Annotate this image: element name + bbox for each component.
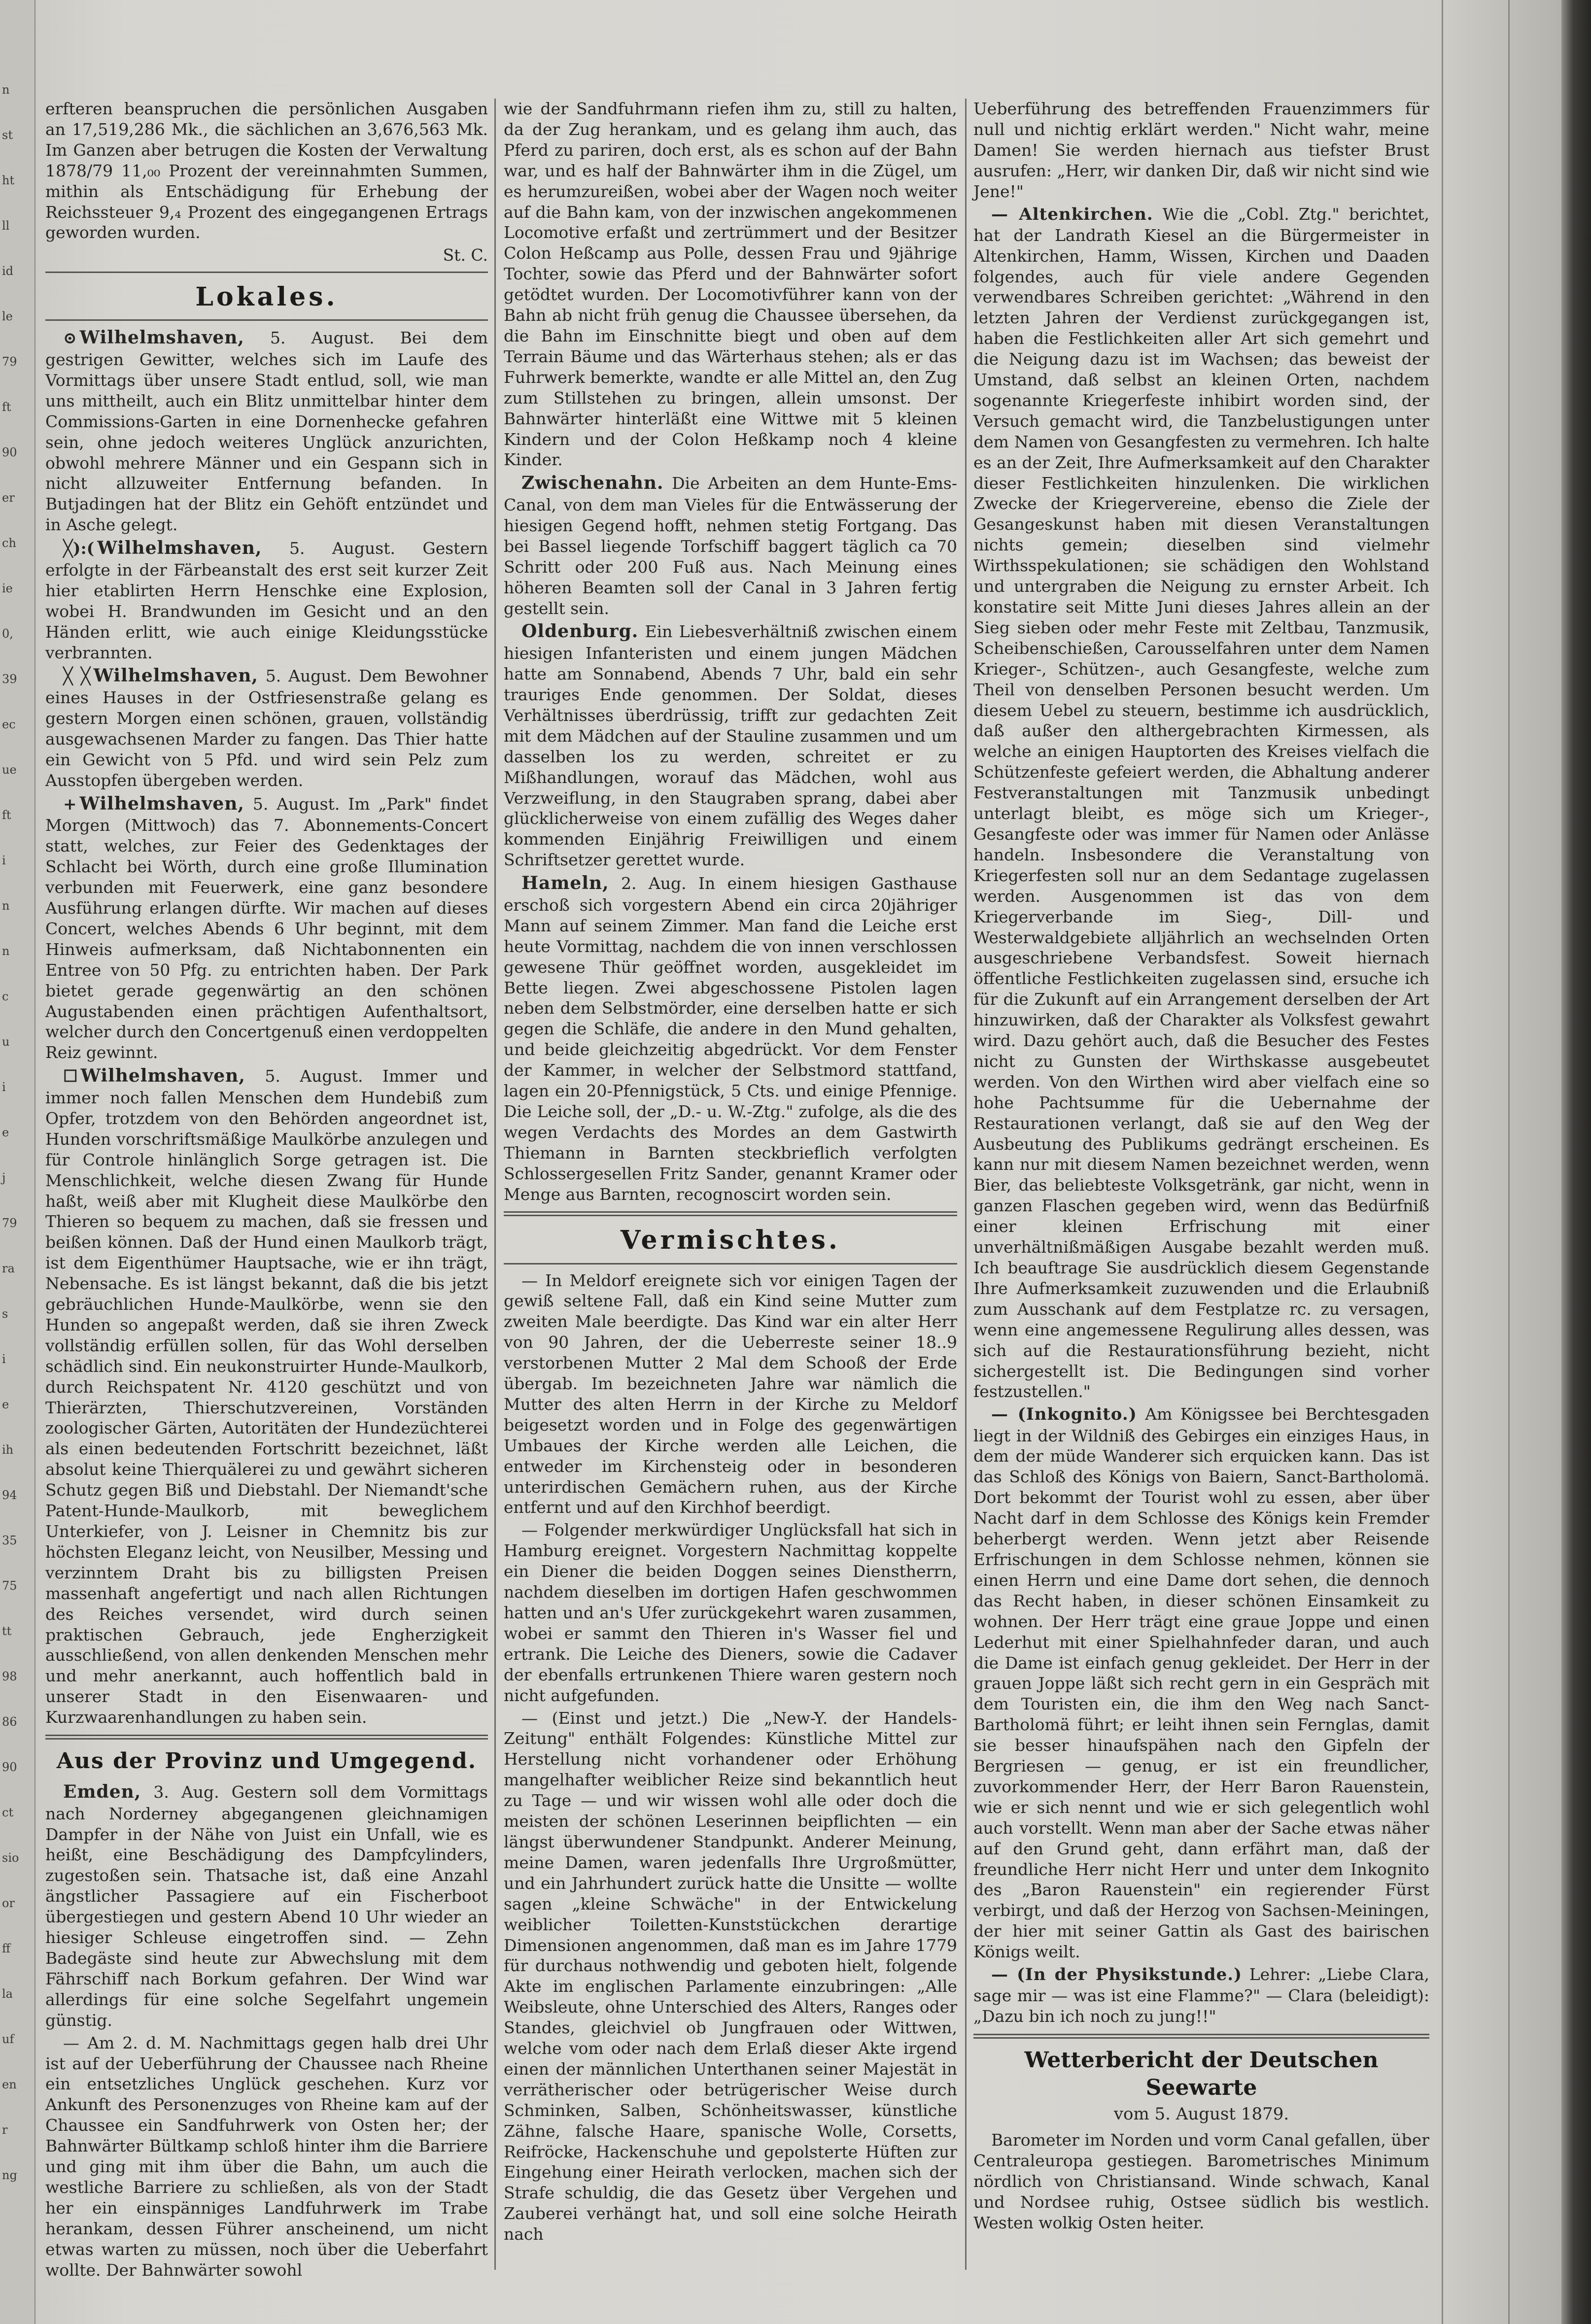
- article-text: 5. August. Gestern erfolgte in der Färbeanstalt des erst seit kurzer Zeit hier etablirten Herrn Henschke eine Explosion, wobei H. Brandwunden im Gesicht und an den Händen erlitt, wie auch einige Kleidungsstücke verbrannten.: [45, 539, 488, 662]
- article-emden: [45, 1781, 488, 2031]
- margin-fragment: n: [2, 944, 10, 958]
- margin-fragment: 86: [2, 1715, 17, 1729]
- article-text: 5. August. Im „Park" findet Morgen (Mittwoch) das 7. Abonnements-Concert statt, welches, zur Feier des Gedenktages der Schlacht bei Wörth, durch eine große Illumination verbunden mit Feuerwerk, eine ganz besondere Ausführung erlangen dürfte. Wir machen auf dieses Concert, welches Abends 6 Uhr beginnt, mit dem Hinweis aufmerksam, daß Nichtabonnenten ein Entree von 50 Pfg. zu entrichten haben. Der Park bietet gerade gegenwärtig an den schönen Augustabenden einen prächtigen Aufenthaltsort, welcher durch den Concertgenuß einen verdoppelten Reiz gewinnt.: [45, 794, 488, 1062]
- margin-fragment: ch: [2, 536, 16, 550]
- article-place: — (Inkognito.): [991, 1404, 1137, 1425]
- provinz-heading: Aus der Provinz und Umgegend.: [56, 1748, 477, 1774]
- margin-fragment: la: [2, 1987, 13, 2001]
- margin-fragment: ll: [2, 219, 10, 233]
- lokales-article: [45, 327, 488, 535]
- divider: [504, 1263, 957, 1265]
- intro-signature: St. C.: [443, 245, 488, 265]
- margin-fragment: i: [2, 1352, 6, 1366]
- margin-fragment: ng: [2, 2168, 17, 2182]
- article-place: Wilhelmshaven,: [97, 538, 262, 559]
- article-marker: +: [63, 794, 77, 814]
- margin-fragment: ue: [2, 763, 17, 777]
- continued-text: wie der Sandfuhrmann riefen ihm zu, still zu halten, da der Zug herankam, und es gelang ihm auch, das Pferd zu pariren, doch erst, als es schon auf der Bahn war, und es half der Bahnwärter ihm in die Zügel, um es herumzureißen, wobei aber der Wagen noch weiter auf die Bahn kam, von der inzwischen angekommenen Locomotive erfaßt und zertrümmert und der Besitzer Colon Heßcamp aus Polle, dessen Frau und 9jährige Tochter, sowie das Pferd und der Bahnwärter sofort getödtet wurden. Der Locomotivführer kann von der Bahn ab nicht früh genug die Chaussee übersehen, da die Bahn im Einschnitte biegt und oben auf dem Terrain Bäume und das Wärterhaus stehen; als er das Fuhrwerk bemerkte, wandte er alle Mittel an, den Zug zum Stillstehen zu bringen, allein umsonst. Der Bahnwärter hinterläßt eine Wittwe mit 5 kleinen Kindern und der Colon Heßkamp noch 4 kleine Kinder.: [504, 99, 957, 470]
- column-3: [973, 99, 1429, 2270]
- article-text: Am Königssee bei Berchtesgaden liegt in der Wildniß des Gebirges ein einziges Haus, in dem der müde Wanderer sich erquicken kann. Das ist das Schloß des Königs von Baiern, Sanct-Bartholomä. Dort bekommt der Tourist wohl zu essen, aber über Nacht darf in dem Schlosse des Königs kein Fremder beherbergt werden. Wenn jetzt aber Reisende Erfrischungen in dem Schlosse nehmen, können sie einen Herrn und eine Dame dort sehen, die dennoch das Recht haben, in dieser schönen Einsamkeit zu wohnen. Der Herr trägt eine graue Joppe und einen Lederhut mit einer Spielhahnfeder daran, und auch die Dame ist einfach genug gekleidet. Der Herr in der grauen Joppe läßt sich recht gern in ein Gespräch mit dem Touristen ein, die ihm den Weg nach Sanct-Bartholomä führt; er leiht ihnen sein Fernglas, damit sie besser hinaufspähen nach den Gipfeln der Bergriesen — genug, er ist ein freundlicher, zuvorkommender Herr, der Herr Baron Rauenstein, wie er sich nennt und wie er sich gelegentlich wohl auch vorstellt. Wenn man aber der Sache etwas näher auf den Grund geht, dann erfährt man, daß der freundliche Herr nicht Herr und unter dem Inkognito des „Baron Rauenstein" ein regierender Fürst verbirgt, und daß der Herzog von Sachsen-Meiningen, der hier mit seiner Gattin als Gast des bairischen Königs weilt.: [973, 1404, 1429, 1962]
- article-einst-und-jetzt: — (Einst und jetzt.) Die „New-Y. der Handels-Zeitung" enthält Folgendes: Künstliche Mittel zur Herstellung nicht vorhandener oder Erhöhung mangelhafter weiblicher Reize sind bekanntlich heut zu Tage — und wir wissen wohl alle oder doch die meisten der schönen Leserinnen beipflichten — ein längst überwundener Standpunkt. Anderer Meinung, meine Damen, waren jedenfalls Ihre Urgroßmütter, und ein Jahrhundert zurück hatte die Unsitte — wollte sagen „kleine Schwäche" in der Entwickelung weiblicher Toiletten-Kunststückchen derartige Dimensionen angenommen, daß man es im Jahre 1779 für durchaus nothwendig und geboten hielt, folgende Akte im englischen Parlamente einzubringen: „Alle Weibsleute, ohne Unterschied des Alters, Ranges oder Standes, gleichviel ob Jungfrauen oder Wittwen, welche vom oder nach dem Erlaß dieser Akte irgend einen der männlichen Unterthanen seiner Majestät in verrätherischer oder betrügerischer Weise durch Schminken, Salben, Schönheitswasser, künstliche Zähne, falsche Haare, spanische Wolle, Corsetts, Reifröcke, Hackenschuhe und gepolsterte Hüften zur Eingehung einer Heirath verlocken, machen sich der Strafe schuldig, die das Gesetz über Vergehen und Zauberei verhängt hat, und soll eine solche Heirath nach: [504, 1708, 957, 2244]
- margin-fragment: ft: [2, 400, 11, 414]
- margin-fragment: id: [2, 264, 14, 278]
- article-marker: ╳ ╳: [63, 666, 91, 686]
- article-text: Die Arbeiten an dem Hunte-Ems-Canal, von dem man Vieles für die Entwässerung der hiesigen Gegend hofft, nehmen stetig Fortgang. Das bei Bassel liegende Torfschiff baggert täglich ca 70 Schritt oder 200 Fuß aus. Nach Meinung eines höheren Beamten soll der Canal in 3 Jahren fertig gestellt sein.: [504, 474, 957, 618]
- margin-fragment: n: [2, 899, 10, 913]
- article-emden-2: — Am 2. d. M. Nachmittags gegen halb drei Uhr ist auf der Ueberführung der Chaussee nach Rheine ein entsetzliches Unglück geschehen. Kurz vor Ankunft des Personenzuges von Rheine kam auf der Chaussee ein Sandfuhrwerk von Osten her; der Bahnwärter Bültkamp schloß hinter ihm die Barriere und ging mit ihm über die Bahn, um auch die westliche Barriere zu schließen, als von der Stadt her ein einspänniges Landfuhrwerk im Trabe herankam, dessen Führer anscheinend, um nicht etwas warten zu müssen, noch über die Ueberfahrt wollte. Der Bahnwärter sowohl: [45, 2033, 488, 2280]
- article-place: Wilhelmshaven,: [80, 1065, 245, 1087]
- article-marker: ╳):(: [63, 539, 95, 558]
- margin-fragment: n: [2, 83, 10, 97]
- article-physikstunde: [973, 1964, 1429, 2027]
- margin-fragment: ct: [2, 1806, 14, 1819]
- lokales-heading: Lokales.: [195, 282, 338, 312]
- margin-fragment: ie: [2, 581, 13, 595]
- article-place: — Altenkirchen.: [991, 204, 1153, 224]
- article-oldenburg: [504, 620, 957, 870]
- continued-text: Ueberführung des betreffenden Frauenzimmers für null und nichtig erklärt werden." Nicht wahr, meine Damen! Sie werden hiernach aus tiefster Brust ausrufen: „Herr, wir danken Dir, daß wir nicht sind wie Jene!": [973, 99, 1429, 201]
- margin-fragment: or: [2, 1896, 15, 1910]
- article-text: 3. Aug. Gestern soll dem Vormittags nach Norderney abgegangenen gleichnamigen Dampfer in der Nähe von Juist ein Unfall, wie es heißt, eine Beschädigung des Dampfcylinders, zugestoßen sein. Thatsache ist, daß eine Anzahl ängstlicher Passagiere auf ein Fischerboot übergestiegen und gestern Abend 10 Uhr wieder an hiesiger Schleuse eingetroffen sind. — Zehn Badegäste sind heute zur Abwechslung mit dem Fährschiff nach Borkum gefahren. Der Wind war allerdings für eine solche Segelfahrt ungemein günstig.: [45, 1782, 488, 2030]
- margin-fragment: 79: [2, 1216, 17, 1230]
- page-edge: [1508, 0, 1510, 2324]
- weather-report-title: Wetterbericht der Deutschen Seewarte: [1024, 2048, 1379, 2100]
- lokales-article: [45, 665, 488, 790]
- margin-fragment: c: [2, 990, 9, 1003]
- article-marker: ⊙: [63, 328, 77, 348]
- article-marker: ☐: [63, 1066, 78, 1086]
- article-place: Emden,: [63, 1781, 141, 1802]
- margin-fragment: e: [2, 1398, 9, 1411]
- weather-report-date: vom 5. August 1879.: [1113, 2104, 1289, 2124]
- divider: [973, 2034, 1429, 2039]
- article-place: Hameln,: [521, 873, 609, 894]
- vermischtes-heading: Vermischtes.: [620, 1225, 841, 1256]
- article-text: 2. Aug. In einem hiesigen Gasthause erschoß sich vorgestern Abend ein circa 20jähriger Mann auf seinem Zimmer. Man fand die Leiche erst heute Vormittag, nachdem die von innen verschlossen gewesene Thür geöffnet worden, ausgekleidet im Bette liegen. Zwei abgeschossene Pistolen lagen neben dem Selbstmörder, eine derselben hatte er sich gegen die Schläfe, die andere in den Mund gehalten, und beide gleichzeitig abgedrückt. Vor dem Fenster der Kammer, in welcher der Selbstmord stattfand, lagen ein 20-Pfennigstück, 5 Cts. und einige Pfennige. Die Leiche soll, der „D.- u. W.-Ztg." zufolge, als die des wegen Verdachts des Mordes an dem Gastwirth Thiemann in Barnten steckbrieflich verfolgten Schlossergesellen Fritz Sander, genannt Kramer oder Menge aus Barnten, recognoscirt worden sein.: [504, 874, 957, 1204]
- margin-fragment: 90: [2, 445, 17, 459]
- margin-fragment: e: [2, 1126, 9, 1139]
- article-inkognito: [973, 1404, 1429, 1962]
- margin-fragment: 35: [2, 1534, 17, 1547]
- margin-fragment: 94: [2, 1488, 17, 1502]
- margin-fragment: ht: [2, 173, 15, 187]
- margin-fragment: j: [2, 1171, 6, 1185]
- article-altenkirchen: [973, 204, 1429, 1402]
- article-place: Oldenburg.: [521, 621, 639, 642]
- margin-fragment: i: [2, 854, 6, 867]
- divider: [504, 1211, 957, 1216]
- margin-fragment: 79: [2, 355, 17, 369]
- article-text: Ein Liebesverhältniß zwischen einem hiesigen Infanteristen und einem jungen Mädchen hatte am Sonnabend, Abends 7 Uhr, bald ein sehr trauriges Ende genommen. Der Soldat, dieses Verhältnisses überdrüssig, trifft zur gedachten Zeit mit dem Mädchen auf der Stauline zusammen und um dasselben los zu werden, schreitet er zu Mißhandlungen, worauf das Mädchen, wohl aus Verzweiflung, in den Staugraben sprang, dabei aber glücklicherweise von einem zufällig des Weges daher kommenden Einjährig Freiwilligen und einem Schriftsetzer gerettet wurde.: [504, 622, 957, 870]
- lokales-items: [45, 327, 488, 1728]
- article-hameln: [504, 872, 957, 1204]
- article-place: — (In der Physikstunde.): [991, 1965, 1243, 1985]
- margin-fragment: 0,: [2, 627, 13, 641]
- article-place: Zwischenahn.: [521, 473, 664, 494]
- article-place: Wilhelmshaven,: [79, 793, 244, 814]
- margin-fragment: en: [2, 2078, 17, 2091]
- column-rule: [494, 99, 496, 2270]
- article-text: 5. August. Immer und immer noch fallen Menschen dem Hundebiß zum Opfer, trotzdem von den Behörden angeordnet ist, Hunden vorschriftsmäßige Maulkörbe anzulegen und für Controle hinlänglich Sorge getragen ist. Die Menschlichkeit, welche diesen Zwang für Hunde haßt, weiß aber mit Klugheit diese Maulkörbe den Thieren so bequem zu machen, daß sie fressen und beißen können. Daß der Hund einen Maulkorb trägt, ist dem Eigenthümer Hauptsache, wie er ihn trägt, Nebensache. Es ist längst bekannt, daß die bis jetzt gebräuchlichen Hunde-Maulkörbe, wenn sie den Hunden so angepaßt werden, daß sie ihren Zweck vollständig erfüllen sollen, für das Wohl derselben schädlich sind. Ein neukonstruirter Hunde-Maulkorb, durch Reichspatent Nr. 4120 geschützt und von Thierärzten, Thierschutzvereinen, Vorständen zoologischer Gärten, Autoritäten der Hundezüchterei als einen bedeutenden Fortschritt bezeichnet, läßt absolut keine Thierquälerei zu und gewährt sicheren Schutz gegen Biß und Diebstahl. Der Niemandt'sche Patent-Hunde-Maulkorb, mit beweglichem Unterkiefer, von J. Leisner in Chemnitz bis zur höchsten Eleganz leicht, von Neusilber, Messing und verzinntem Draht bis zu billigsten Preisen massenhaft angefertigt und nach allen Richtungen des Reiches versendet, wird durch seinen praktischen Gebrauch, jede Engherzigkeit ausschließend, von allen denkenden Menschen mehr und mehr anerkannt, auch hoffentlich bald in unserer Stadt in den Eisenwaaren- und Kurzwaarenhandlungen zu haben sein.: [45, 1066, 488, 1727]
- left-margin-strip: [0, 0, 35, 2324]
- margin-fragment: r: [2, 2123, 8, 2137]
- margin-fragment: ra: [2, 1262, 15, 1275]
- margin-fragment: s: [2, 1307, 8, 1321]
- lokales-article: [45, 537, 488, 663]
- weather-report-text: Barometer im Norden und vorm Canal gefallen, über Centraleuropa gestiegen. Barometrisches Minimum nördlich von Christiansand. Winde schwach, Kanal und Nordsee ruhig, Ostsee südlich bis westlich. Westen wolkig Osten heiter.: [973, 2130, 1429, 2232]
- article-meldorf: — In Meldorf ereignete sich vor einigen Tagen der gewiß seltene Fall, daß ein Kind seine Mutter zum zweiten Male beerdigte. Das Kind war ein alter Herr von 90 Jahren, der die Ueberreste seiner 18..9 verstorbenen Mutter 2 Mal dem Schooß der Erde übergab. Im bezeichneten Jahre war nämlich die Mutter des alten Herrn in der Kirche zu Meldorf beigesetzt worden und in Folge des gegenwärtigen Umbaues der Kirche werden alle Leichen, die entweder im Kirchensteig oder in besonderen unterirdischen Gemächern ruhen, aus der Kirche entfernt und auf den Kirchhof beerdigt.: [504, 1270, 957, 1517]
- lokales-article: [45, 1065, 488, 1728]
- margin-fragment: u: [2, 1035, 10, 1049]
- article-text: Lehrer: „Liebe Clara, sage mir — was ist eine Flamme?" — Clara (beleidigt): „Dazu bin ich noch zu jung!!": [973, 1965, 1430, 2026]
- margin-fragment: 75: [2, 1579, 17, 1593]
- margin-fragment: tt: [2, 1624, 12, 1638]
- article-place: Wilhelmshaven,: [79, 327, 244, 348]
- margin-fragment: ff: [2, 1942, 11, 1955]
- divider: [45, 272, 488, 273]
- intro-paragraph: erfteren beanspruchen die persönlichen Ausgaben an 17,519,286 Mk., die sächlichen an 3,676,563 Mk. Im Ganzen aber betrugen die Kosten der Verwaltung 1878/79 11,₀₀ Prozent der vereinnahmten Summen, mithin als Entschädigung für Erhebung der Reichssteuer 9,₄ Prozent des eingegangenen Ertrags geworden wurden.: [45, 99, 488, 242]
- article-text: 5. August. Dem Bewohner eines Hauses in der Ostfriesenstraße gelang es gestern Morgen einen schönen, grauen, vollständig ausgewachsenen Marder zu fangen. Das Thier hatte ein Gewicht von 5 Pfd. und wird sein Pelz zum Ausstopfen übergeben werden.: [45, 666, 488, 790]
- margin-fragment: i: [2, 1080, 6, 1094]
- margin-fragment: 98: [2, 1670, 17, 1683]
- margin-fragment: 90: [2, 1760, 17, 1774]
- divider: [45, 319, 488, 321]
- margin-fragment: ec: [2, 718, 16, 731]
- lokales-article: [45, 793, 488, 1063]
- article-text: 5. August. Bei dem gestrigen Gewitter, welches sich im Laufe des Vormittags über unsere Stadt entlud, soll, wie man uns mittheilt, auch ein Blitz unmittelbar hinter dem Commissions-Garten in eine Dornenhecke gefahren sein, ohne jedoch weiteres Unglück anzurichten, obwohl mehrere Männer und ein Gespann sich in nicht allzuweiter Entfernung befanden. In Butjadingen hat der Blitz ein Gehöft entzündet und in Asche gelegt.: [45, 328, 488, 535]
- margin-fragment: er: [2, 491, 15, 505]
- margin-fragment: ih: [2, 1443, 14, 1457]
- divider: [45, 1735, 488, 1740]
- article-hamburg: — Folgender merkwürdiger Unglücksfall hat sich in Hamburg ereignet. Vorgestern Nachmittag koppelte ein Diener die beiden Doggen seines Dienstherrn, nachdem dieselben im dortigen Hafen geschwommen hatten und an's Ufer zurückgekehrt waren zusammen, wobei er sammt den Thieren in's Wasser fiel und ertrank. Die Leiche des Dieners, sowie die Cadaver der ebenfalls ertrunkenen Thiere waren gestern noch nicht aufgefunden.: [504, 1520, 957, 1705]
- book-binding: [1561, 0, 1591, 2324]
- margin-fragment: le: [2, 309, 13, 323]
- margin-fragment: uf: [2, 2032, 14, 2046]
- margin-fragment: 39: [2, 672, 17, 686]
- page-edge: [1442, 0, 1443, 2324]
- margin-fragment: st: [2, 128, 13, 142]
- margin-fragment: sio: [2, 1851, 19, 1865]
- margin-fragment: ft: [2, 808, 11, 822]
- article-text: Wie die „Cobl. Ztg." berichtet, hat der Landrath Kiesel an die Bürgermeister in Altenkirchen, Hamm, Wissen, Kirchen und Daaden folgendes, auch für viele andere Gegenden verwendbares Schreiben gerichtet: „Während in den letzten Jahren der Verdienst zurückgegangen ist, haben die Festlichkeiten aller Art sich gemehrt und die Neigung dazu ist im Wachsen; das beweist der Umstand, daß selbst an kleinen Orten, nachdem sogenannte Kriegerfeste inhibirt worden sind, der Versuch gemacht wird, die Tanzbelustigungen unter dem Namen von Gesangfesten zu vermehren. Ich halte es an der Zeit, Ihre Aufmerksamkeit auf den Charakter dieser Festlichkeiten hinzulenken. Die wirklichen Zwecke der Kriegervereine, ebenso die Ziele der Gesangeskunst haben mit diesen Veranstaltungen nichts gemein; dieselben sind vielmehr Wirthsspekulationen; sie schädigen den Wohlstand und untergraben die Neigung zu ernster Arbeit. Ich konstatire seit Mitte Juni dieses Jahres allein an der Sieg sieben oder mehr Feste mit Zeltbau, Tanzmusik, Scheibenschießen, Carousselfahren unter dem Namen Krieger-, Schützen-, auch Gesangfeste, welche zum Theil von denselben Personen besucht werden. Um diesem Uebel zu steuern, bestimme ich ausdrücklich, daß außer den althergebrachten Kirmessen, als welche an einigen Hauptorten des Kreises vielfach die Schützenfeste gefeiert werden, die Abhaltung anderer Festveranstaltungen mit Tanzmusik unbedingt unterlagt bleibt, es möge sich um Krieger-, Gesangfeste oder was immer für Namen oder Anlässe handeln. Insbesondere die Veranstaltung von Kriegerfesten soll nur an dem Sedantage zugelassen werden. Ausgenommen ist das von dem Kriegerverbande im Sieg-, Dill- und Westerwaldgebiete alljährlich an wechselnden Orten ausgeschriebene Verbandsfest. Soweit hiernach öffentliche Festlichkeiten zugelassen sind, ersuche ich für die Zukunft auf ein Arrangement derselben der Art hinzuwirken, daß der Charakter als Volksfest gewahrt wird. Dazu gehört auch, daß die Besucher des Festes nicht zu Gunsten der Wirthskasse ausgebeutet werden. Von den Wirthen wird aber vielfach eine so hohe Pachtsumme für die Uebernahme der Restaurationen verlangt, daß sie auf den Weg der Ausbeutung des Publikums gedrängt erscheinen. Es kann nur mit diesem Namen bezeichnet werden, wenn Bier, das beliebteste Volksgetränk, gar nicht, wenn in ganzen Flaschen gegeben wird, wenn das Bedürfniß einer kleinen Erfrischung mit einer unverhältnißmäßigen Ausgabe bezahlt werden muß. Ich beauftrage Sie ausdrücklich diesem Gegenstande Ihre Aufmerksamkeit zuzuwenden und die Erlaubniß zum Ausschank auf dem Festplatze rc. zu versagen, wenn eine angemessene Regulirung alles dessen, was sich auf die Restaurationsführung bezieht, nicht sichergestellt ist. Die Bedingungen sind vorher festzustellen.": [973, 204, 1429, 1401]
- column-2: [504, 99, 957, 2270]
- article-place: Wilhelmshaven,: [93, 665, 258, 686]
- column-rule: [965, 99, 967, 2270]
- article-zwischenahn: [504, 472, 957, 618]
- column-1: [45, 99, 488, 2280]
